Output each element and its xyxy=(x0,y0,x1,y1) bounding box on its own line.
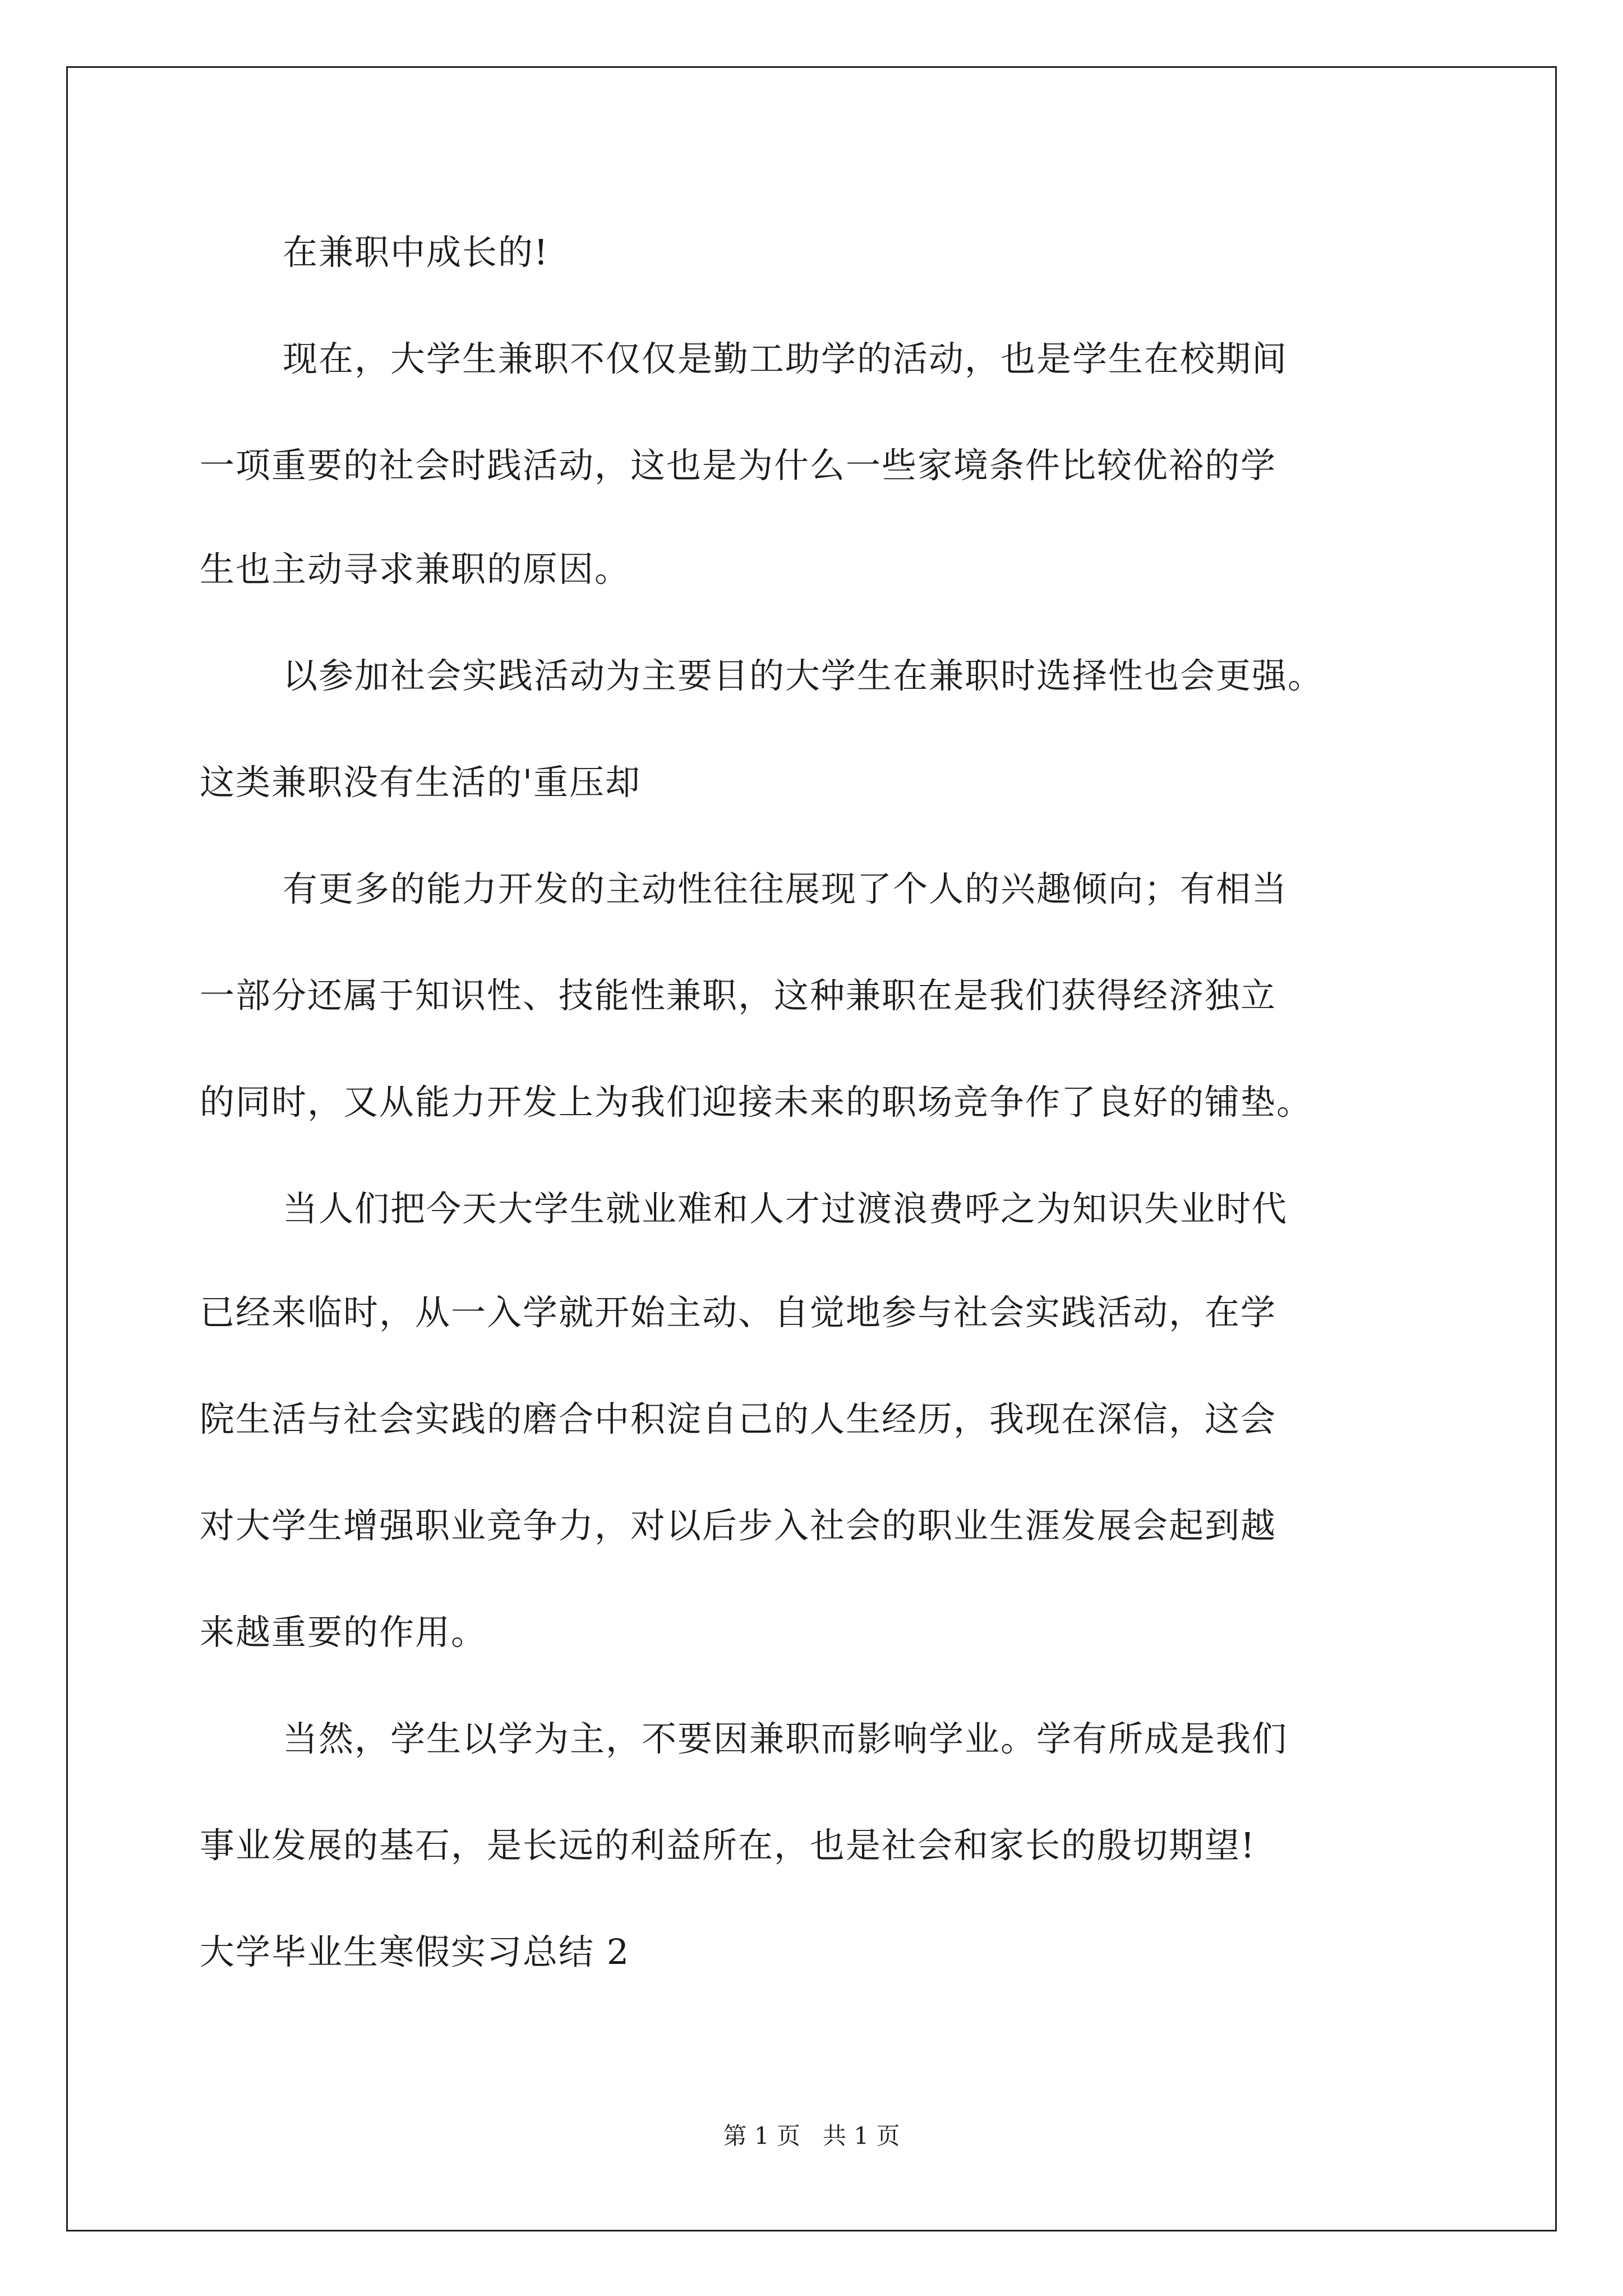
text-line: 已经来临时，从一入学就开始主动、自觉地参与社会实践活动，在学 xyxy=(200,1292,1277,1333)
text-line: 对大学生增强职业竞争力，对以后步入社会的职业生涯发展会起到越 xyxy=(200,1505,1277,1546)
page-border xyxy=(66,66,1557,2231)
text-line: 当人们把今天大学生就业难和人才过渡浪费呼之为知识失业时代 xyxy=(283,1188,1288,1229)
text-line: 事业发展的基石，是长远的利益所在，也是社会和家长的殷切期望! xyxy=(200,1825,1256,1866)
text-line: 有更多的能力开发的主动性往往展现了个人的兴趣倾向；有相当 xyxy=(283,868,1288,909)
text-line: 院生活与社会实践的磨合中积淀自己的人生经历，我现在深信，这会 xyxy=(200,1398,1277,1439)
section-heading: 大学毕业生寒假实习总结 2 xyxy=(200,1931,630,1972)
text-line: 一项重要的社会时践活动，这也是为什么一些家境条件比较优裕的学 xyxy=(200,445,1277,486)
text-line: 现在，大学生兼职不仅仅是勤工助学的活动，也是学生在校期间 xyxy=(283,338,1288,379)
text-line: 以参加社会实践活动为主要目的大学生在兼职时选择性也会更强。 xyxy=(283,655,1324,696)
text-line: 这类兼职没有生活的'重压却 xyxy=(200,762,642,803)
text-line: 当然，学生以学为主，不要因兼职而影响学业。学有所成是我们 xyxy=(283,1718,1288,1759)
page-number-footer: 第 1 页 共 1 页 xyxy=(723,2122,900,2150)
text-line: 一部分还属于知识性、技能性兼职，这种兼职在是我们获得经济独立 xyxy=(200,975,1277,1016)
text-line: 在兼职中成长的! xyxy=(283,232,549,273)
text-line: 来越重要的作用。 xyxy=(200,1612,487,1653)
text-line: 生也主动寻求兼职的原因。 xyxy=(200,549,631,590)
text-line: 的同时，又从能力开发上为我们迎接未来的职场竞争作了良好的铺垫。 xyxy=(200,1082,1313,1122)
